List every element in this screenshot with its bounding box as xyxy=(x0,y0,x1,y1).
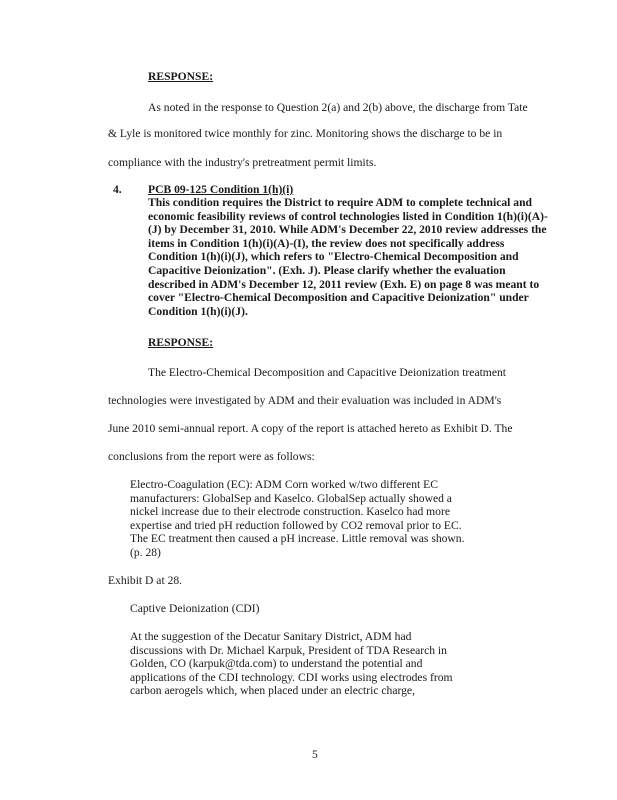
para2-line-1: The Electro-Chemical Decomposition and Capacitive Deionization treatment xyxy=(148,366,506,379)
para2-line-2: technologies were investigated by ADM and their evaluation was included in ADM's xyxy=(108,394,502,407)
page-number: 5 xyxy=(312,748,318,761)
para1-line-2: & Lyle is monitored twice monthly for zinc. Monitoring shows the discharge to be in xyxy=(108,127,503,140)
cdi-heading: Captive Deionization (CDI) xyxy=(130,602,260,615)
block-quote-cdi: At the suggestion of the Decatur Sanitary District, ADM had discussions with Dr. Michael Karpuk, President of TDA Research in Golden, CO (karpuk@tda.com) to understand the potential and applications of the CDI technology. CDI works using electrodes from carbon aerogels which, when placed under an electric charge, xyxy=(130,630,453,698)
para1-line-3: compliance with the industry's pretreatment permit limits. xyxy=(108,156,377,169)
response-heading-1: RESPONSE: xyxy=(148,70,214,83)
para2-line-4: conclusions from the report were as follows: xyxy=(108,450,315,463)
item-number: 4. xyxy=(113,183,122,196)
para1-line-1: As noted in the response to Question 2(a) and 2(b) above, the discharge from Tate xyxy=(148,101,528,114)
para2-line-3: June 2010 semi-annual report. A copy of the report is attached hereto as Exhibit D. The xyxy=(108,422,513,435)
block-quote-ec: Electro-Coagulation (EC): ADM Corn worked w/two different EC manufacturers: GlobalSep and Kaselco. GlobalSep actually showed a nickel increase due to their electrode construction. Kaselco had more expertise and tried pH reduction followed by CO2 removal prior to EC. The EC treatment then caused a pH increase. Little removal was shown. (p. 28) xyxy=(130,478,465,559)
item-body: This condition requires the District to require ADM to complete technical and economic feasibility reviews of control technologies listed in Condition 1(h)(i)(A)-(J) by December 31, 2010. While ADM's December 22, 2010 review addresses the items in Condition 1(h)(i)(A)-(I), the review does not specifically address Condition 1(h)(i)(J), which refers to "Electro-Chemical Decomposition and Capacitive Deionization". (Exh. J). Please clarify whether the evaluation described in ADM's December 12, 2011 review (Exh. E) on page 8 was meant to cover "Electro-Chemical Decomposition and Capacitive Deionization" under Condition 1(h)(i)(J). xyxy=(148,196,548,318)
item-heading: PCB 09-125 Condition 1(h)(i) xyxy=(148,183,294,196)
response-heading-2: RESPONSE: xyxy=(148,336,214,349)
exhibit-reference: Exhibit D at 28. xyxy=(108,574,183,587)
